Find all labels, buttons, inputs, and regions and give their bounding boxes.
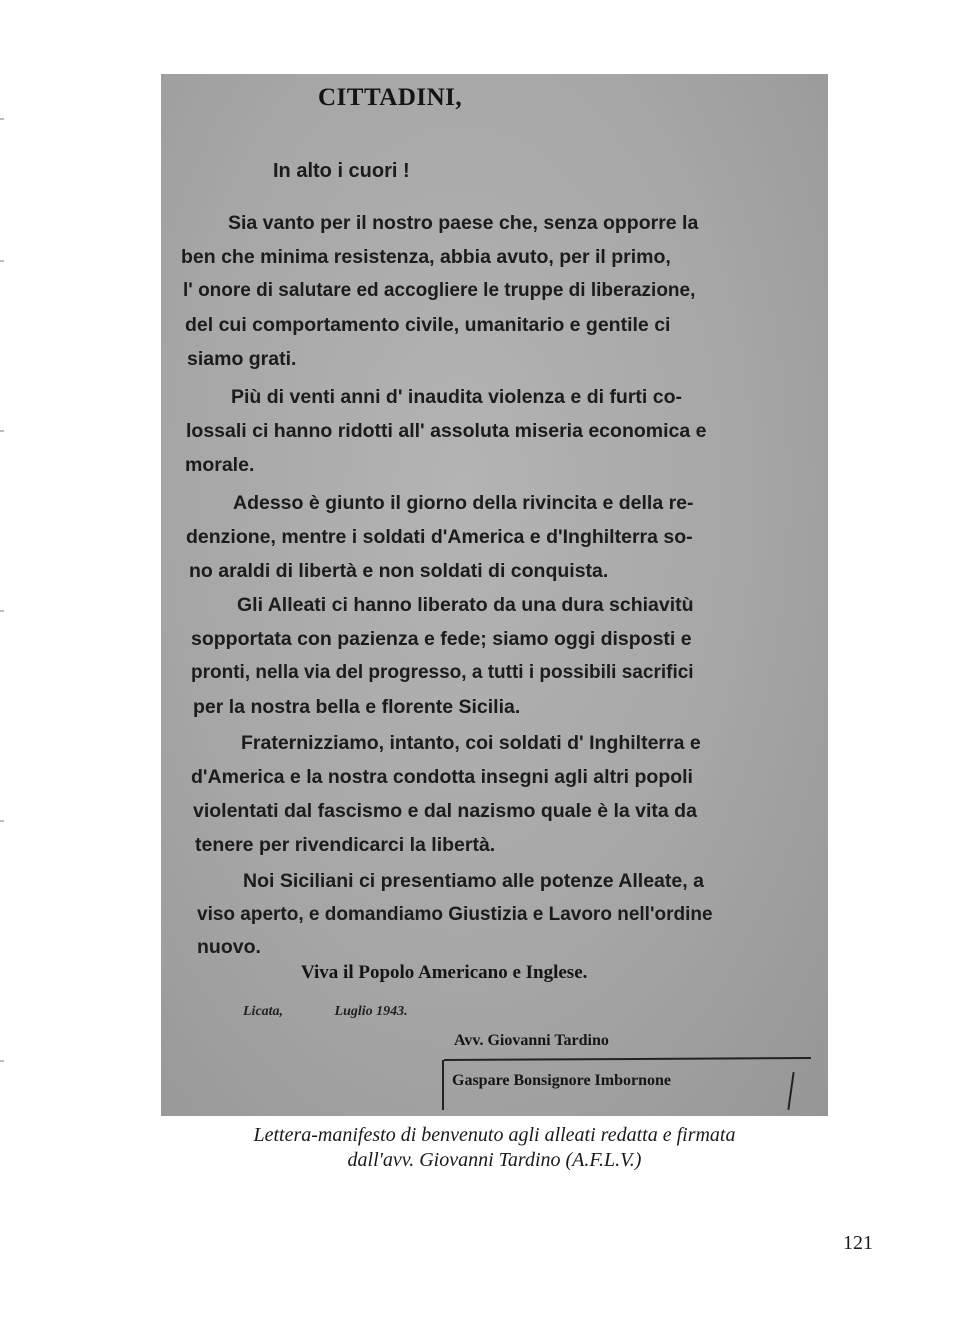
manifesto-closing: Viva il Popolo Americano e Inglese.: [301, 962, 588, 983]
manifesto-line: Gli Alleati ci hanno liberato da una dura schiavitù: [237, 594, 694, 616]
caption-line-2: dall'avv. Giovanni Tardino (A.F.L.V.): [347, 1149, 642, 1171]
manifesto-line: pronti, nella via del progresso, a tutti i possibili sacrifici: [191, 662, 694, 683]
manifesto-line: Noi Siciliani ci presentiamo alle potenze Alleate, a: [243, 870, 704, 892]
photo-caption: [161, 1123, 828, 1173]
manifesto-line: morale.: [185, 454, 255, 476]
signature-box-right: [787, 1072, 794, 1110]
manifesto-line: Fraternizziamo, intanto, coi soldati d' Inghilterra e: [241, 732, 701, 754]
manifesto-line: viso aperto, e domandiamo Giustizia e Lavoro nell'ordine: [197, 904, 713, 925]
manifesto-heading: CITTADINI,: [318, 84, 463, 111]
manifesto-place: Licata,: [243, 1004, 284, 1019]
caption-line-1: Lettera-manifesto di benvenuto agli alleati redatta e firmata: [253, 1124, 736, 1146]
manifesto-photo: [161, 74, 828, 1116]
scan-edge-mark: [0, 118, 4, 120]
signature-box-top: [444, 1057, 811, 1061]
scan-edge-mark: [0, 260, 4, 262]
manifesto-line: l' onore di salutare ed accogliere le truppe di liberazione,: [183, 280, 696, 301]
manifesto-line: per la nostra bella e florente Sicilia.: [193, 696, 521, 718]
manifesto-place-date: [243, 1004, 456, 1020]
manifesto-date: Luglio 1943.: [334, 1004, 408, 1019]
manifesto-line: lossali ci hanno ridotti all' assoluta miseria economica e: [186, 420, 707, 442]
manifesto-line: Sia vanto per il nostro paese che, senza opporre la: [228, 212, 699, 234]
manifesto-line: Adesso è giunto il giorno della rivincita e della re-: [233, 492, 694, 514]
manifesto-line: tenere per rivendicarci la libertà.: [195, 834, 496, 856]
manifesto-salutation: In alto i cuori !: [273, 160, 410, 182]
page-number: 121: [843, 1232, 873, 1254]
manifesto-line: no araldi di libertà e non soldati di conquista.: [189, 560, 609, 582]
manifesto-line: sopportata con pazienza e fede; siamo oggi disposti e: [191, 628, 692, 650]
manifesto-line: denzione, mentre i soldati d'America e d'Inghilterra so-: [186, 526, 693, 548]
signatory-bonsignore: Gaspare Bonsignore Imbornone: [452, 1072, 671, 1089]
signature-box-left: [442, 1060, 444, 1110]
manifesto-line: nuovo.: [197, 936, 261, 958]
scan-edge-mark: [0, 820, 4, 822]
manifesto-line: Più di venti anni d' inaudita violenza e di furti co-: [231, 386, 683, 408]
manifesto-line: ben che minima resistenza, abbia avuto, per il primo,: [181, 246, 671, 268]
scan-edge-mark: [0, 430, 4, 432]
scan-edge-mark: [0, 1060, 4, 1062]
signatory-tardino: Avv. Giovanni Tardino: [454, 1032, 609, 1049]
manifesto-line: violentati dal fascismo e dal nazismo quale è la vita da: [193, 800, 697, 822]
manifesto-line: del cui comportamento civile, umanitario e gentile ci: [185, 314, 671, 336]
scan-edge-mark: [0, 610, 4, 612]
manifesto-line: d'America e la nostra condotta insegni agli altri popoli: [191, 766, 693, 788]
manifesto-line: siamo grati.: [187, 348, 297, 370]
